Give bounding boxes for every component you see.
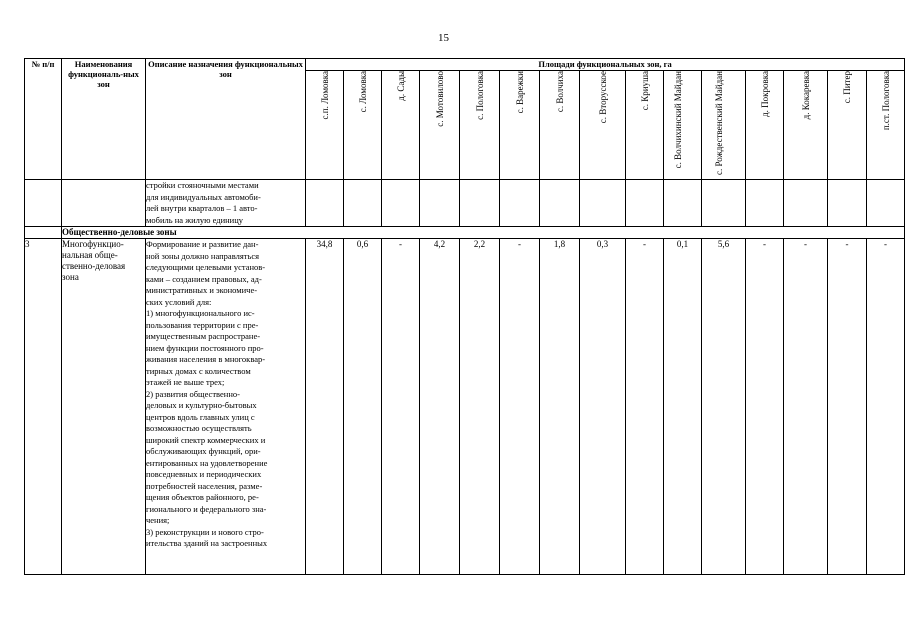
area-value: - [500, 239, 540, 575]
area-value: - [867, 239, 905, 575]
settlement-header: с. Волчиха [540, 71, 580, 180]
table-row [25, 239, 905, 575]
area-value: - [626, 239, 664, 575]
settlement-header: с. Рождественский Майдан [702, 71, 746, 180]
header-number: № п/п [25, 59, 62, 180]
row-number: 3 [25, 239, 62, 575]
settlement-header: с. Ломовка [344, 71, 382, 180]
continuation-row [25, 180, 905, 227]
area-value: 1,8 [540, 239, 580, 575]
area-value: 0,1 [664, 239, 702, 575]
page-number: 15 [438, 32, 449, 44]
settlement-header: с. Волчихинский Майдан [664, 71, 702, 180]
settlement-header: д. Сады [382, 71, 420, 180]
settlement-header: с. Вторусское [580, 71, 626, 180]
area-value: - [784, 239, 828, 575]
settlement-header: с. Мотовилово [420, 71, 460, 180]
area-value: 0,3 [580, 239, 626, 575]
area-value: 4,2 [420, 239, 460, 575]
settlement-header: с. Пологовка [460, 71, 500, 180]
header-description: Описание назначения функциональных зон [146, 59, 306, 180]
header-zone-name: Наименования функциональ-ных зон [62, 59, 146, 180]
area-value: - [746, 239, 784, 575]
area-value: 0,6 [344, 239, 382, 575]
header-areas: Площади функциональных зон, га [306, 59, 905, 71]
settlement-header: с.п. Ломовка [306, 71, 344, 180]
settlement-header: д. Покровка [746, 71, 784, 180]
area-value: - [828, 239, 867, 575]
area-value: 5,6 [702, 239, 746, 575]
section-title: Общественно-деловые зоны [62, 227, 905, 239]
functional-zones-table [24, 58, 905, 575]
zone-name: Многофункцио- нальная обще- ственно-деловая зона [62, 239, 146, 575]
section-row [25, 227, 905, 239]
settlement-header: д. Кокаревка [784, 71, 828, 180]
settlement-header: с. Криуша [626, 71, 664, 180]
area-value: - [382, 239, 420, 575]
settlement-header: с. Варежки [500, 71, 540, 180]
settlement-header: п.ст. Пологовка [867, 71, 905, 180]
settlement-header: с. Питер [828, 71, 867, 180]
area-value: 2,2 [460, 239, 500, 575]
zone-description: Формирование и развитие дан- ной зоны должно направляться следующими целевыми установ- ками – созданием правовых, ад- министративных и экономиче- ских условий для: 1) многофункционального ис- пользования территории с пре- имущественным распростране- нием функции постоянного про- живания населения в многоквар- тирных домах с количеством этажей не выше трех; 2) развития общественно- деловых и культурно-бытовых центров вдоль главных улиц с возможностью осуществлять широкий спектр коммерческих и обслуживающих функций, ори- ентированных на удовлетворение повседневных и периодических потребностей населения, разме- щения объектов районного, ре- гионального и федерального зна- чения; 3) реконструкции и нового стро- ительства зданий на застроенных [146, 239, 306, 575]
continuation-description: стройки стояночными местами для индивидуальных автомоби- лей внутри кварталов – 1 авто- мобиль на жилую единицу [146, 180, 306, 227]
area-value: 34,8 [306, 239, 344, 575]
